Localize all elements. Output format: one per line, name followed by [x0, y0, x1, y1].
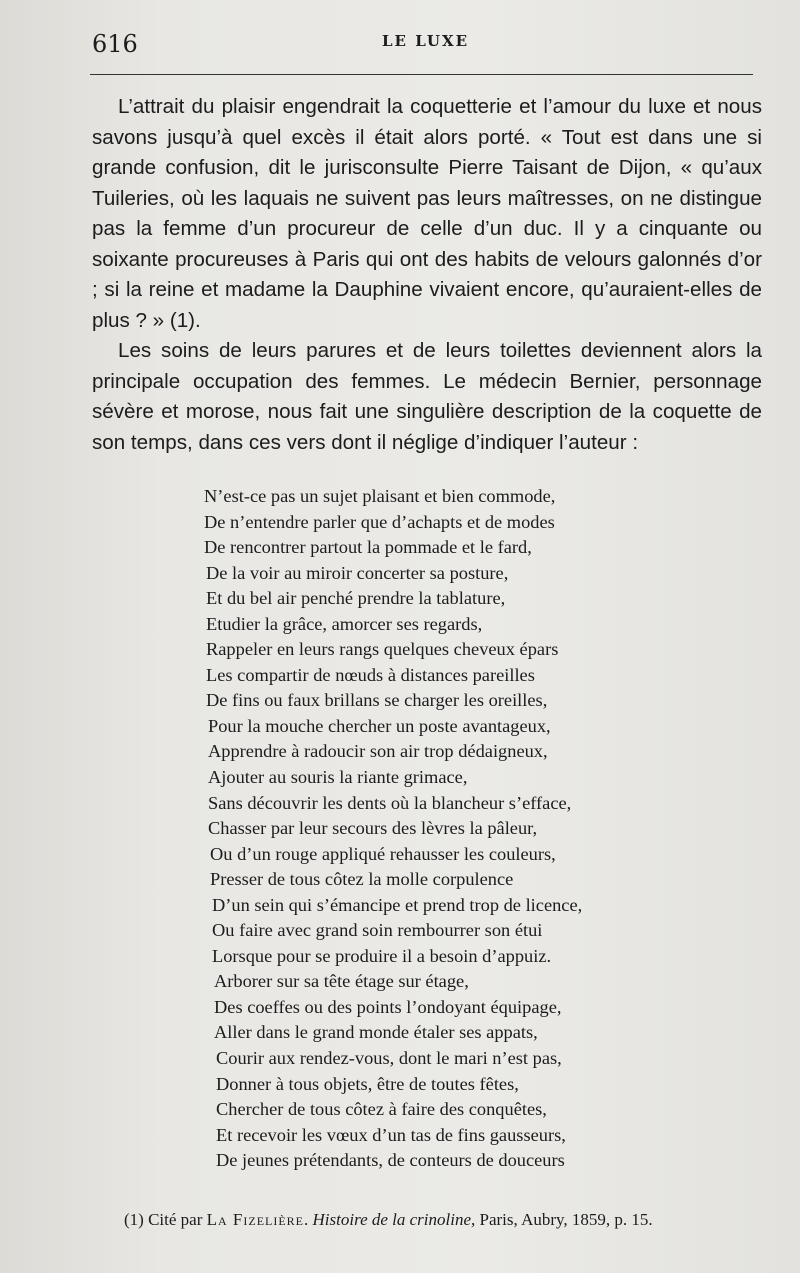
- body-text: [92, 92, 762, 458]
- poem-line: Donner à tous objets, être de toutes fêtes,: [216, 1073, 519, 1094]
- poem-line: De la voir au miroir concerter sa posture,: [206, 562, 509, 583]
- poem-line: Chasser par leur secours des lèvres la pâleur,: [208, 818, 538, 839]
- poem-line: Et du bel air penché prendre la tablature,: [206, 588, 506, 609]
- poem-line: Arborer sur sa tête étage sur étage,: [214, 971, 469, 992]
- poem-line: Presser de tous côtez la molle corpulence: [210, 869, 514, 890]
- paragraph: L’attrait du plaisir engendrait la coquetterie et l’amour du luxe et nous savons jusqu’à quel excès il était alors porté. « Tout est dans une si grande confusion, dit le jurisconsulte Pierre Taisant de Dijon, « qu’aux Tuileries, où les laquais ne suivent pas leurs maîtresses, on ne distingue pas la femme d’un procureur de celle d’un duc. Il y a cinquante ou soixante procureuses à Paris qui ont des habits de velours galonnés d’or ; si la reine et madame la Dauphine vivaient encore, qu’auraient-elles de plus ? » (1).: [92, 95, 762, 332]
- poem-line: De fins ou faux brillans se charger les oreilles,: [206, 690, 548, 711]
- footnote-separator: .: [304, 1210, 313, 1229]
- poem-line: Des coeffes ou des points l’ondoyant équipage,: [214, 996, 562, 1017]
- poem-line: De rencontrer partout la pommade et le fard,: [204, 537, 532, 558]
- poem-line: Ou d’un rouge appliqué rehausser les couleurs,: [210, 843, 556, 864]
- poem-line: Aller dans le grand monde étaler ses appats,: [214, 1022, 538, 1043]
- footnote-book-title: Histoire de la crinoline: [312, 1210, 472, 1229]
- poem-line: D’un sein qui s’émancipe et prend trop de licence,: [212, 894, 583, 915]
- poem-line: Et recevoir les vœux d’un tas de fins gausseurs,: [216, 1124, 566, 1145]
- poem-line: Pour la mouche chercher un poste avantageux,: [208, 715, 551, 736]
- poem-line: De jeunes prétendants, de conteurs de douceurs: [216, 1150, 565, 1171]
- poem-line: De n’entendre parler que d’achapts et de modes: [204, 511, 555, 532]
- poem-line: Ou faire avec grand soin rembourrer son étui: [212, 920, 543, 941]
- page-number: 616: [92, 30, 138, 58]
- paragraph: Les soins de leurs parures et de leurs toilettes deviennent alors la principale occupation des femmes. Le médecin Bernier, personnage sévère et morose, nous fait une singulière description de la coquette de son temps, dans ces vers dont il néglige d’indiquer l’auteur :: [92, 339, 762, 454]
- poem-line: Les compartir de nœuds à distances pareilles: [206, 664, 535, 685]
- header-rule: [90, 74, 753, 75]
- poem-line: Courir aux rendez-vous, dont le mari n’est pas,: [216, 1048, 562, 1069]
- running-title: LE LUXE: [382, 32, 470, 50]
- poem-line: Sans découvrir les dents où la blancheur s’efface,: [208, 792, 572, 813]
- footnote-citation: , Paris, Aubry, 1859, p. 15.: [471, 1210, 653, 1229]
- poem-line: Etudier la grâce, amorcer ses regards,: [206, 613, 483, 634]
- verse-quotation: [204, 484, 582, 1174]
- poem-line: Ajouter au souris la riante grimace,: [208, 767, 468, 788]
- poem-line: Chercher de tous côtez à faire des conquêtes,: [216, 1099, 547, 1120]
- poem-line: N’est-ce pas un sujet plaisant et bien commode,: [204, 486, 556, 506]
- footnote-marker: (1) Cité par: [124, 1210, 207, 1229]
- poem-line: Lorsque pour se produire il a besoin d’appuiz.: [212, 945, 552, 966]
- poem-line: Rappeler en leurs rangs quelques cheveux épars: [206, 639, 559, 660]
- footnote-author: La Fizelière: [206, 1210, 305, 1229]
- page-header: [92, 30, 752, 70]
- poem-line: Apprendre à radoucir son air trop dédaigneux,: [208, 741, 548, 762]
- footnote: [124, 1210, 653, 1230]
